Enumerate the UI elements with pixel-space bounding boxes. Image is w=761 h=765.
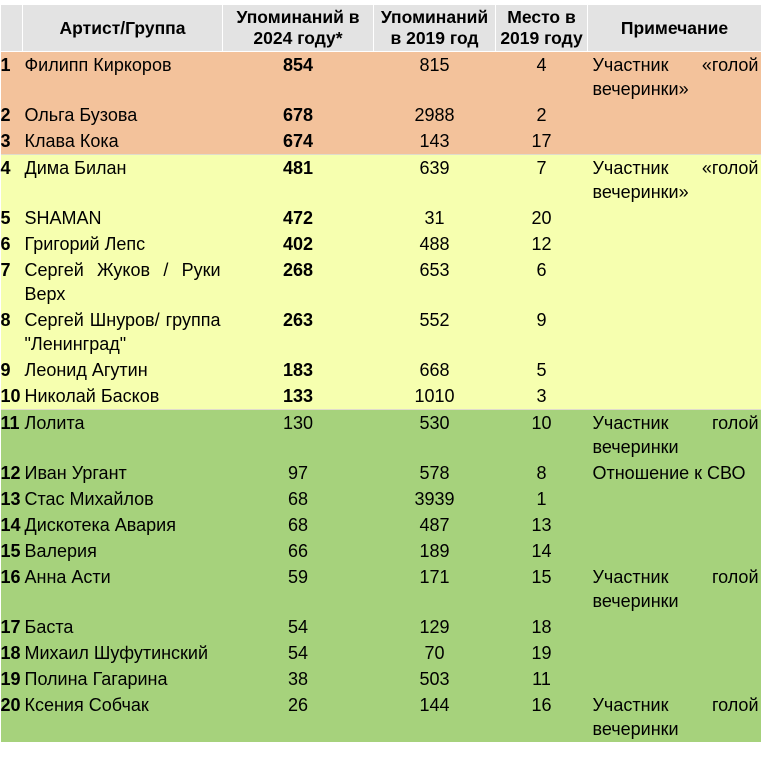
table-row — [1, 307, 761, 357]
mentions-2019-cell: 189 — [374, 538, 496, 564]
place-2019-cell: 7 — [496, 155, 588, 206]
table-row — [1, 357, 761, 383]
artist-cell: Валерия — [23, 538, 223, 564]
note-cell — [588, 383, 761, 410]
rank-cell: 11 — [1, 410, 23, 461]
note-cell — [588, 205, 761, 231]
mentions-2024-cell: 68 — [223, 512, 374, 538]
table-header-row — [1, 5, 761, 52]
mentions-2019-cell: 171 — [374, 564, 496, 614]
artist-cell: Лолита — [23, 410, 223, 461]
artist-cell: Ксения Собчак — [23, 692, 223, 742]
place-2019-cell: 19 — [496, 640, 588, 666]
table-row — [1, 102, 761, 128]
mentions-2019-cell: 3939 — [374, 486, 496, 512]
mentions-2024-cell: 183 — [223, 357, 374, 383]
artist-cell: Полина Гагарина — [23, 666, 223, 692]
artist-cell: Филипп Киркоров — [23, 52, 223, 103]
rank-cell: 20 — [1, 692, 23, 742]
place-2019-cell: 2 — [496, 102, 588, 128]
header-note: Примечание — [588, 5, 761, 52]
place-2019-cell: 18 — [496, 614, 588, 640]
rank-cell: 10 — [1, 383, 23, 410]
note-cell — [588, 614, 761, 640]
table-row — [1, 692, 761, 742]
table-row — [1, 231, 761, 257]
mentions-2024-cell: 54 — [223, 640, 374, 666]
mentions-2024-cell: 130 — [223, 410, 374, 461]
place-2019-cell: 13 — [496, 512, 588, 538]
table-row — [1, 383, 761, 410]
table-row — [1, 666, 761, 692]
note-cell: Участник голой вечеринки — [588, 692, 761, 742]
table-row — [1, 205, 761, 231]
artist-cell: Клава Кока — [23, 128, 223, 155]
mentions-2024-cell: 854 — [223, 52, 374, 103]
mentions-2019-cell: 487 — [374, 512, 496, 538]
mentions-2019-cell: 2988 — [374, 102, 496, 128]
note-cell — [588, 357, 761, 383]
ranking-table — [0, 4, 761, 742]
rank-cell: 4 — [1, 155, 23, 206]
header-mentions-2024: Упоминаний в 2024 году* — [223, 5, 374, 52]
mentions-2019-cell: 668 — [374, 357, 496, 383]
place-2019-cell: 6 — [496, 257, 588, 307]
place-2019-cell: 3 — [496, 383, 588, 410]
note-cell: Участник «голой вечеринки» — [588, 52, 761, 103]
artist-cell: Баста — [23, 614, 223, 640]
artist-cell: Леонид Агутин — [23, 357, 223, 383]
note-cell: Отношение к СВО — [588, 460, 761, 486]
place-2019-cell: 11 — [496, 666, 588, 692]
mentions-2019-cell: 503 — [374, 666, 496, 692]
artist-cell: Иван Ургант — [23, 460, 223, 486]
mentions-2024-cell: 674 — [223, 128, 374, 155]
mentions-2024-cell: 97 — [223, 460, 374, 486]
place-2019-cell: 15 — [496, 564, 588, 614]
note-cell — [588, 231, 761, 257]
rank-cell: 14 — [1, 512, 23, 538]
mentions-2024-cell: 263 — [223, 307, 374, 357]
mentions-2024-cell: 678 — [223, 102, 374, 128]
note-cell — [588, 640, 761, 666]
table-body — [1, 52, 761, 743]
rank-cell: 17 — [1, 614, 23, 640]
artist-cell: Сергей Шнуров/ группа "Ленинград" — [23, 307, 223, 357]
mentions-2019-cell: 143 — [374, 128, 496, 155]
artist-cell: Анна Асти — [23, 564, 223, 614]
rank-cell: 6 — [1, 231, 23, 257]
rank-cell: 13 — [1, 486, 23, 512]
table-row — [1, 564, 761, 614]
artist-cell: Ольга Бузова — [23, 102, 223, 128]
mentions-2024-cell: 402 — [223, 231, 374, 257]
mentions-2024-cell: 481 — [223, 155, 374, 206]
rank-cell: 3 — [1, 128, 23, 155]
mentions-2019-cell: 1010 — [374, 383, 496, 410]
place-2019-cell: 8 — [496, 460, 588, 486]
table-row — [1, 410, 761, 461]
rank-cell: 16 — [1, 564, 23, 614]
note-cell — [588, 538, 761, 564]
note-cell — [588, 666, 761, 692]
note-cell — [588, 307, 761, 357]
place-2019-cell: 5 — [496, 357, 588, 383]
table-row — [1, 257, 761, 307]
artist-cell: Григорий Лепс — [23, 231, 223, 257]
artist-cell: Дискотека Авария — [23, 512, 223, 538]
artist-cell: Михаил Шуфутинский — [23, 640, 223, 666]
table-row — [1, 614, 761, 640]
note-cell — [588, 128, 761, 155]
rank-cell: 7 — [1, 257, 23, 307]
mentions-2024-cell: 38 — [223, 666, 374, 692]
table-row — [1, 486, 761, 512]
mentions-2024-cell: 59 — [223, 564, 374, 614]
note-cell — [588, 257, 761, 307]
table-row — [1, 52, 761, 103]
header-rank — [1, 5, 23, 52]
rank-cell: 2 — [1, 102, 23, 128]
mentions-2019-cell: 129 — [374, 614, 496, 640]
artist-cell: Дима Билан — [23, 155, 223, 206]
rank-cell: 5 — [1, 205, 23, 231]
rank-cell: 8 — [1, 307, 23, 357]
place-2019-cell: 4 — [496, 52, 588, 103]
rank-cell: 9 — [1, 357, 23, 383]
header-artist: Артист/Группа — [23, 5, 223, 52]
artist-cell: Стас Михайлов — [23, 486, 223, 512]
rank-cell: 12 — [1, 460, 23, 486]
artist-cell: Сергей Жуков / Руки Верх — [23, 257, 223, 307]
table-row — [1, 512, 761, 538]
mentions-2019-cell: 144 — [374, 692, 496, 742]
table-row — [1, 640, 761, 666]
place-2019-cell: 10 — [496, 410, 588, 461]
note-cell — [588, 512, 761, 538]
mentions-2024-cell: 472 — [223, 205, 374, 231]
note-cell: Участник голой вечеринки — [588, 410, 761, 461]
mentions-2019-cell: 653 — [374, 257, 496, 307]
mentions-2024-cell: 68 — [223, 486, 374, 512]
place-2019-cell: 20 — [496, 205, 588, 231]
mentions-2019-cell: 639 — [374, 155, 496, 206]
header-place-2019: Место в 2019 году — [496, 5, 588, 52]
table-row — [1, 460, 761, 486]
note-cell — [588, 486, 761, 512]
mentions-2024-cell: 26 — [223, 692, 374, 742]
table-row — [1, 538, 761, 564]
mentions-2019-cell: 31 — [374, 205, 496, 231]
mentions-2024-cell: 54 — [223, 614, 374, 640]
artist-cell: Николай Басков — [23, 383, 223, 410]
place-2019-cell: 1 — [496, 486, 588, 512]
rank-cell: 15 — [1, 538, 23, 564]
header-mentions-2019: Упоминаний в 2019 год — [374, 5, 496, 52]
note-cell: Участник голой вечеринки — [588, 564, 761, 614]
place-2019-cell: 16 — [496, 692, 588, 742]
mentions-2024-cell: 268 — [223, 257, 374, 307]
place-2019-cell: 14 — [496, 538, 588, 564]
mentions-2019-cell: 578 — [374, 460, 496, 486]
rank-cell: 1 — [1, 52, 23, 103]
note-cell: Участник «голой вечеринки» — [588, 155, 761, 206]
table-row — [1, 128, 761, 155]
mentions-2024-cell: 133 — [223, 383, 374, 410]
place-2019-cell: 9 — [496, 307, 588, 357]
rank-cell: 19 — [1, 666, 23, 692]
mentions-2019-cell: 70 — [374, 640, 496, 666]
rank-cell: 18 — [1, 640, 23, 666]
mentions-2019-cell: 815 — [374, 52, 496, 103]
table-row — [1, 155, 761, 206]
mentions-2024-cell: 66 — [223, 538, 374, 564]
place-2019-cell: 12 — [496, 231, 588, 257]
mentions-2019-cell: 488 — [374, 231, 496, 257]
artist-cell: SHAMAN — [23, 205, 223, 231]
place-2019-cell: 17 — [496, 128, 588, 155]
mentions-2019-cell: 552 — [374, 307, 496, 357]
mentions-2019-cell: 530 — [374, 410, 496, 461]
note-cell — [588, 102, 761, 128]
